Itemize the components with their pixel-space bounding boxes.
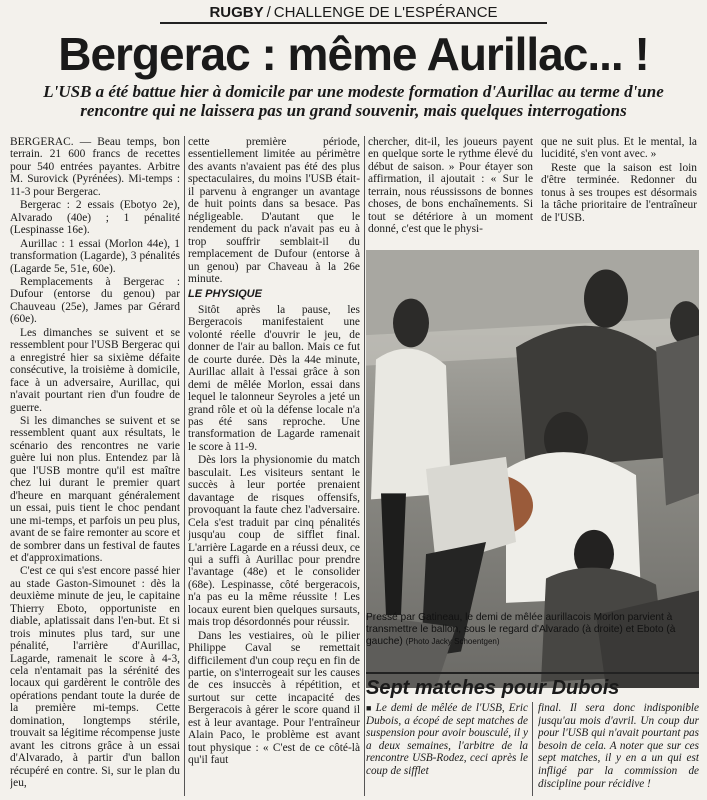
paragraph: Les dimanches se suivent et se ressemblent pour l'USB Bergerac qui a enregistré hier sa sixième défaite consécutive, la troisième à domicile, face à un adversaire, Aurillac, qui n'avait pourtant rien d'un foudre de guerre. — [10, 326, 180, 414]
box-column-2 — [538, 702, 699, 796]
box-paragraph: final. Il sera donc indisponible jusqu'au mois d'avril. Un coup dur pour l'USB qui n'avait pourtant pas besoin de cela. A noter que sur ces sept matches, il y en a un qui est infligé par la commission de discipline pour récidive ! — [538, 702, 699, 790]
paragraph: Dès lors la physionomie du match basculait. Les visiteurs sentant le succès à leur portée prenaient davantage de risques offensifs, provoquant la faute chez l'adversaire. Cela s'est traduit par cinq pénalités jusqu'au coup de sifflet final. L'arrière Lagarde en a réussi deux, ce qui a suffi à Aurillac pour prendre l'avantage (48e) et le consolider (68e). Lespinasse, côté bergeracois, n'a pas eu la même réussite ! Les locaux eurent bien quelques sursauts, mais trop désordonnés pour réussir. — [188, 454, 360, 629]
paragraph: Dans les vestiaires, où le pilier Philippe Caval se remettait difficilement d'un coup reçu en fin de partie, on s'interrogeait sur les causes de ces insuccès à répétition, et surtout sur cette incapacité des Bergeracois à gérer le score quand il est à leur avantage. Pour l'entraîneur Alain Paco, le problème est avant tout physique : « C'est de ce côté-là qu'il faut — [188, 629, 360, 767]
photo-caption — [366, 612, 699, 648]
paragraph: Sitôt après la pause, les Bergeracois manifestaient une volonté réelle d'ouvrir le jeu, de donner de l'air au ballon. Mais ce fut de courte durée. Dès la 44e minute, Aurillac allait à l'essai grâce à son demi de mêlée Morlon, essai dans lequel le talonneur Seyroles a jeté un grand rôle et où la défense locale n'a pas été sans reproche. Une transformation de Lagarde ramenait le score à 11-9. — [188, 303, 360, 453]
replacements: Remplacements à Bergerac : Dufour (entorse du genou) par Chauveau (25e), James par Gérard (60e). — [10, 275, 180, 326]
box-column-divider — [532, 702, 533, 796]
headline: Bergerac : même Aurillac... ! — [58, 28, 649, 80]
paragraph: C'est ce qui s'est encore passé hier au stade Gaston-Simounet : dès la deuxième minute de jeu, le capitaine Thierry Eboto, opportuniste en diable, aplatissait dans l'en-but. Et si trois minutes plus tard, sur une pénalité, l'arrière d'Aurillac, Lagarde, ramenait le score à 4-3, cela n'entamait pas la sérénité des locaux qui gardèrent le contrôle des opérations pendant toute la durée de la première mi-temps. Cette domination, longtemps stérile, trouvait sa légitime récompense juste avant les citrons grâce à un essai d'Alvarado, à partir d'un ballon récupéré en contre. Si, sur le plan du jeu, — [10, 565, 180, 790]
column-2 — [188, 136, 360, 796]
article-columns — [10, 136, 697, 796]
square-bullet-icon: ■ — [366, 703, 373, 713]
aurillac-scorers: Aurillac : 1 essai (Morlon 44e), 1 transformation (Lagarde), 3 pénalités (Lagarde 5e, 51e, 60e). — [10, 237, 180, 275]
paragraph: Reste que la saison est loin d'être terminée. Redonner du tonus à ses troupes est désormais la tâche prioritaire de l'entraîneur de l'USB. — [541, 161, 697, 224]
bergerac-scorers: Bergerac : 2 essais (Ebotyo 2e), Alvarado (40e) ; 1 pénalité (Lespinasse 16e). — [10, 199, 180, 237]
paragraph: chercher, dit-il, les joueurs payent en quelque sorte le rythme élevé du début de saison. » Pour étayer son affirmation, il ajoutait : « Sur le terrain, nous réussissons de bonnes choses, de bons enchaînements. Si tout se détériore à un moment donné, c'est que le physi- — [368, 136, 533, 236]
paragraph: cette première période, essentiellement limitée au périmètre des avants n'avaient pas été des plus spectaculaires, du moins l'USB était-il parvenu à engranger un avantage de huit points dans sa besace. Pas négligeable. D'autant que le rendement du pack n'avait pas eu à trop souffrir semblait-il du remplacement de Dufour (entorse à un genou) par Chaveau à la 26e minute. — [188, 136, 360, 285]
box-title: Sept matches pour Dubois — [366, 672, 699, 700]
deck: L'USB a été battue hier à domicile par une modeste formation d'Aurillac au terme d'une rencontre qui ne laissera pas un grand souvenir, mais quelques interrogations — [43, 82, 664, 120]
paragraph: que ne suit plus. Et le mental, la lucidité, s'en vont avec. » — [541, 136, 697, 161]
subhead-le-physique: LE PHYSIQUE — [188, 288, 262, 301]
column-divider — [184, 136, 185, 796]
column-3 — [368, 136, 533, 244]
caption-text: Pressé par Gatineau, le demi de mêlée aurillacois Morlon parvient à transmettre le ballon, sous le regard d'Alvarado (à droite) et Eboto (à gauche) — [366, 612, 676, 647]
rubric-separator: / — [266, 4, 271, 21]
section-rubric — [160, 4, 547, 24]
match-summary: BERGERAC. — Beau temps, bon terrain. 21 600 francs de recettes pour 540 entrées payantes. Arbitre M. Surovick (Pyrénées). Mi-temps : 11-3 pour Bergerac. — [10, 136, 180, 198]
box-column-1 — [366, 702, 528, 796]
column-1 — [10, 136, 180, 796]
rubric-section: RUGBY — [209, 4, 264, 21]
column-divider — [364, 136, 365, 796]
paragraph: Si les dimanches se suivent et se ressemblent quant aux résultats, le scénario des rencontres ne varie guère lui non plus. Entendez par là que l'USB montre qu'il est maître chez lui durant le premier quart d'heure en marquant généralement un essai, puis tient le choc pendant une mi-temps, et parfois un peu plus, avant de se faire remonter au score et de sombrer dans un festival de fautes et d'approximations. — [10, 414, 180, 564]
photo-credit: (Photo Jacky Schoentgen) — [405, 637, 500, 646]
rubric-sub: CHALLENGE DE L'ESPÉRANCE — [273, 4, 498, 21]
box-paragraph: Le demi de mêlée de l'USB, Eric Dubois, a écopé de sept matches de suspension pour avoir bousculé, il y a deux semaines, l'arbitre de la rencontre USB-Rodez, ceci après le coup de sifflet — [366, 702, 528, 777]
column-4 — [541, 136, 697, 244]
